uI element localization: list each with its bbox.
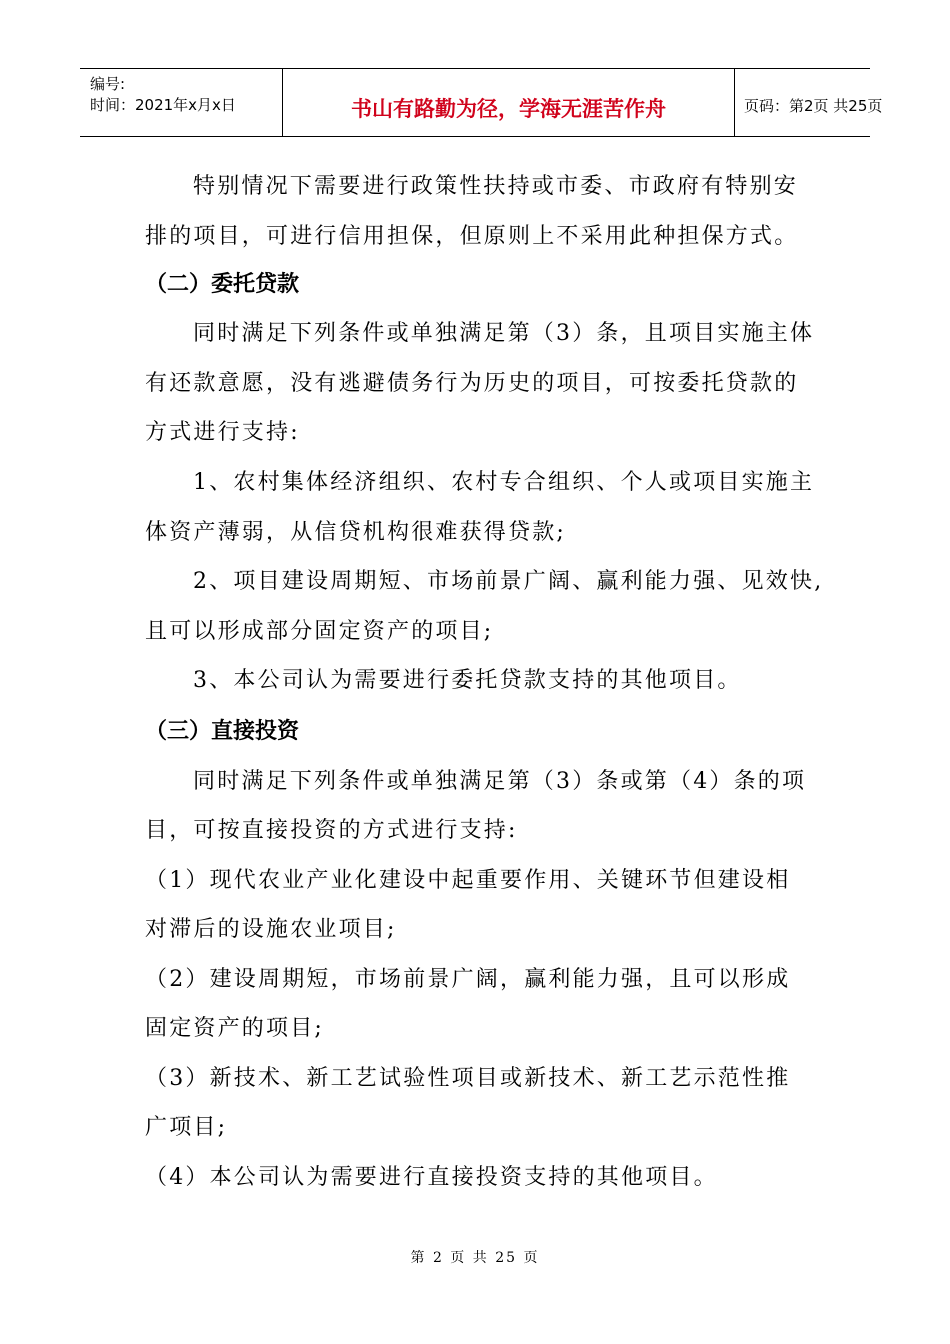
list-item-line: 且可以形成部分固定资产的项目; (145, 619, 494, 644)
list-item-line: （4）本公司认为需要进行直接投资支持的其他项目。 (145, 1165, 718, 1190)
paragraph-line: 特别情况下需要进行政策性扶持或市委、市政府有特别安 (193, 174, 799, 199)
header-motto: 书山有路勤为径，学海无涯苦作舟 (351, 97, 666, 121)
list-item-line: （1）现代农业产业化建设中起重要作用、关键环节但建设相 (145, 868, 791, 893)
header-page-info: 页码：第2页 共25页 (744, 97, 883, 115)
list-item-line: 1、农村集体经济组织、农村专合组织、个人或项目实施主 (193, 470, 815, 495)
paragraph-line: 方式进行支持: (145, 420, 300, 445)
doc-time-label: 时间：2021年x月x日 (90, 96, 236, 114)
list-item-line: 3、本公司认为需要进行委托贷款支持的其他项目。 (193, 668, 742, 693)
paragraph-line: 同时满足下列条件或单独满足第（3）条或第（4）条的项 (193, 769, 807, 794)
list-item-line: 2、项目建设周期短、市场前景广阔、赢利能力强、见效快, (193, 569, 824, 594)
section-heading-2: （二）委托贷款 (145, 272, 300, 297)
paragraph-line: 同时满足下列条件或单独满足第（3）条，且项目实施主体 (193, 321, 815, 346)
list-item-line: 固定资产的项目; (145, 1016, 325, 1041)
header-page-cell (735, 69, 883, 136)
header-meta-cell (80, 69, 283, 136)
document-header (80, 68, 883, 137)
paragraph-line: 目，可按直接投资的方式进行支持: (145, 818, 518, 843)
header-motto-cell (283, 69, 735, 136)
section-heading-3: （三）直接投资 (145, 719, 300, 744)
paragraph-line: 排的项目，可进行信用担保，但原则上不采用此种担保方式。 (145, 224, 799, 249)
page-footer: 第 2 页 共 25 页 (410, 1250, 540, 1266)
list-item-line: 广项目; (145, 1115, 228, 1140)
list-item-line: （3）新技术、新工艺试验性项目或新技术、新工艺示范性推 (145, 1066, 791, 1091)
doc-number-label: 编号: (90, 75, 126, 93)
list-item-line: 对滞后的设施农业项目; (145, 917, 397, 942)
paragraph-line: 有还款意愿，没有逃避债务行为历史的项目，可按委托贷款的 (145, 371, 799, 396)
list-item-line: （2）建设周期短，市场前景广阔，赢利能力强，且可以形成 (145, 967, 791, 992)
list-item-line: 体资产薄弱，从信贷机构很难获得贷款; (145, 520, 567, 545)
